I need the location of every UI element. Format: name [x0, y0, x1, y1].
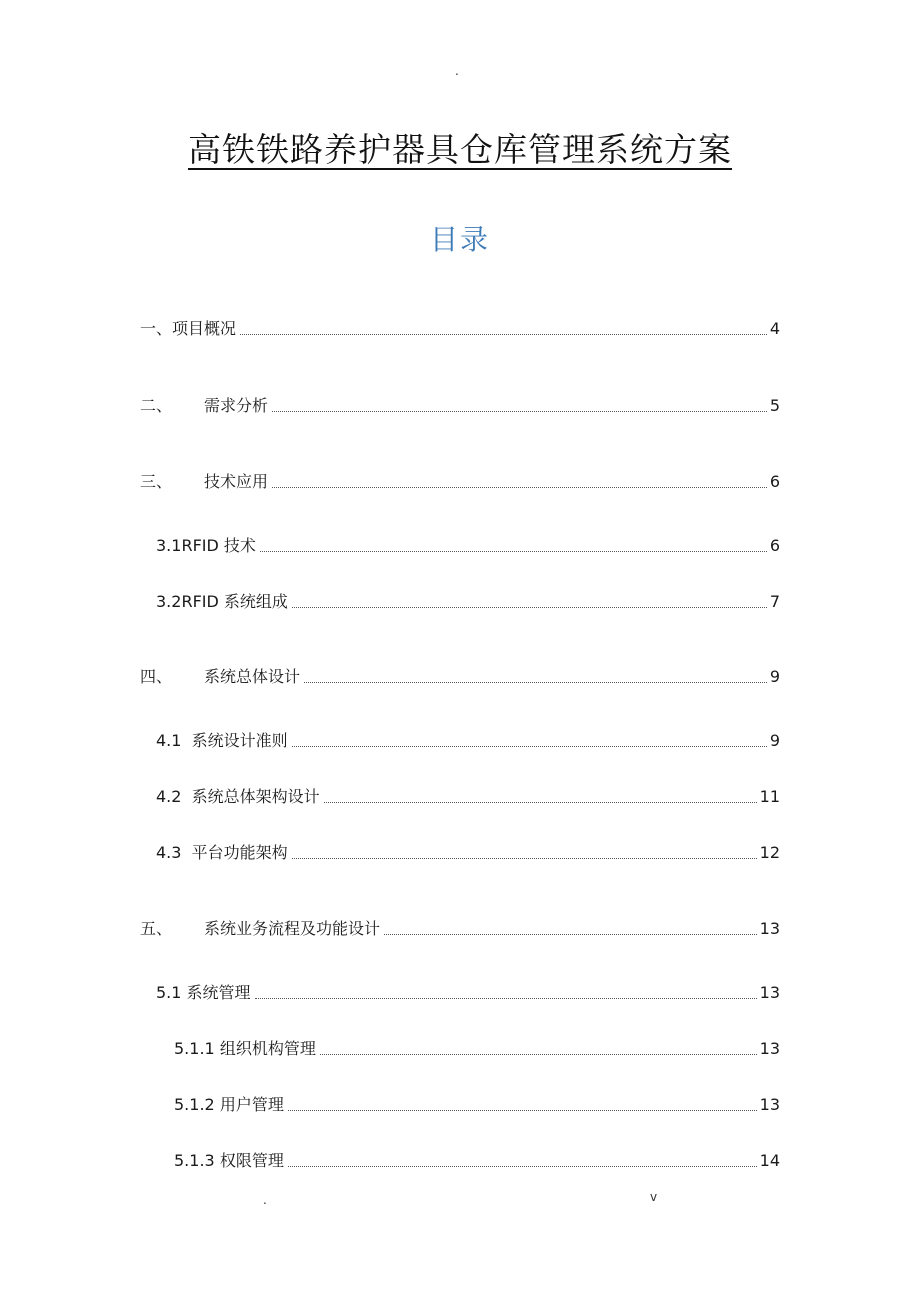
- toc-entry-page: 6: [769, 536, 780, 555]
- toc-entry-number: 4.3: [156, 843, 182, 862]
- footer-dot: .: [263, 1193, 267, 1207]
- toc-entry-page: 13: [759, 1095, 780, 1114]
- toc-entry-page: 13: [759, 919, 780, 938]
- toc-dot-leader: [324, 802, 757, 803]
- toc-entry-page: 14: [759, 1151, 780, 1170]
- toc-dot-leader: [255, 998, 757, 999]
- toc-entry-number: 四、: [140, 667, 173, 686]
- toc-entry-title: 系统设计准则: [191, 731, 288, 750]
- toc-entry-title: 需求分析: [204, 396, 269, 415]
- toc-dot-leader: [304, 682, 767, 683]
- toc-entry-page: 9: [769, 731, 780, 750]
- toc-entry-number: 5.1.1: [174, 1039, 215, 1058]
- toc-dot-leader: [288, 1166, 757, 1167]
- toc-entry-3-2[interactable]: [156, 589, 780, 613]
- toc-entry-page: 4: [769, 319, 780, 338]
- toc-entry-number: 二、: [140, 396, 173, 415]
- footer-mark: v: [650, 1190, 658, 1204]
- document-title: [0, 126, 920, 174]
- toc-entry-title: RFID 技术: [181, 536, 256, 555]
- toc-entry-title: 系统业务流程及功能设计: [204, 919, 381, 938]
- toc-entry-page: 11: [759, 787, 780, 806]
- toc-entry-page: 7: [769, 592, 780, 611]
- toc-entry-title: 权限管理: [219, 1151, 284, 1170]
- header-dot: .: [455, 64, 459, 78]
- toc-entry-4-2[interactable]: [156, 784, 780, 808]
- toc-heading: 目录: [429, 223, 490, 256]
- toc-entry-title: RFID 系统组成: [181, 592, 288, 611]
- toc-entry-number: 五、: [140, 919, 173, 938]
- toc-entry-title: 用户管理: [219, 1095, 284, 1114]
- toc-dot-leader: [320, 1054, 757, 1055]
- toc-entry-5-1-1[interactable]: [174, 1036, 780, 1060]
- toc-entry-number: 3.2: [156, 592, 182, 611]
- toc-entry-page: 5: [769, 396, 780, 415]
- toc-dot-leader: [292, 607, 767, 608]
- toc-entry-5-1[interactable]: [156, 980, 780, 1004]
- toc-dot-leader: [384, 934, 757, 935]
- toc-entry-3[interactable]: [140, 469, 780, 493]
- toc-dot-leader: [292, 746, 767, 747]
- toc-entry-4-3[interactable]: [156, 840, 780, 864]
- toc-entry-3-1[interactable]: [156, 533, 780, 557]
- toc-entry-4[interactable]: [140, 664, 780, 688]
- toc-entry-number: 3.1: [156, 536, 182, 555]
- toc-entry-number: 三、: [140, 472, 173, 491]
- toc-entry-title: 平台功能架构: [191, 843, 288, 862]
- toc-entry-page: 12: [759, 843, 780, 862]
- toc-dot-leader: [260, 551, 767, 552]
- toc-entry-number: 5.1.3: [174, 1151, 215, 1170]
- toc-entry-5[interactable]: [140, 916, 780, 940]
- toc-entry-5-1-3[interactable]: [174, 1148, 780, 1172]
- toc-dot-leader: [240, 334, 767, 335]
- toc-dot-leader: [292, 858, 757, 859]
- toc-entry-title: 组织机构管理: [219, 1039, 316, 1058]
- toc-entry-number: 5.1.2: [174, 1095, 215, 1114]
- toc-entry-number: 5.1: [156, 983, 182, 1002]
- toc-entry-title: 系统管理: [186, 983, 251, 1002]
- toc-entry-page: 13: [759, 983, 780, 1002]
- toc-dot-leader: [272, 411, 767, 412]
- toc-entry-number: 一、: [140, 319, 173, 338]
- toc-entry-title: 系统总体设计: [204, 667, 301, 686]
- toc-entry-2[interactable]: [140, 393, 780, 417]
- document-title-text: 高铁铁路养护器具仓库管理系统方案: [188, 130, 732, 169]
- toc-entry-title: 系统总体架构设计: [191, 787, 320, 806]
- toc-entry-number: 4.1: [156, 731, 182, 750]
- toc-entry-page: 6: [769, 472, 780, 491]
- toc-entry-number: 4.2: [156, 787, 182, 806]
- toc-entry-5-1-2[interactable]: [174, 1092, 780, 1116]
- toc-entry-4-1[interactable]: [156, 728, 780, 752]
- toc-entry-page: 13: [759, 1039, 780, 1058]
- toc-dot-leader: [272, 487, 767, 488]
- toc-entry-title: 技术应用: [204, 472, 269, 491]
- toc-entry-1[interactable]: [140, 316, 780, 340]
- toc-dot-leader: [288, 1110, 757, 1111]
- toc-entry-page: 9: [769, 667, 780, 686]
- toc-entry-title: 项目概况: [172, 319, 237, 338]
